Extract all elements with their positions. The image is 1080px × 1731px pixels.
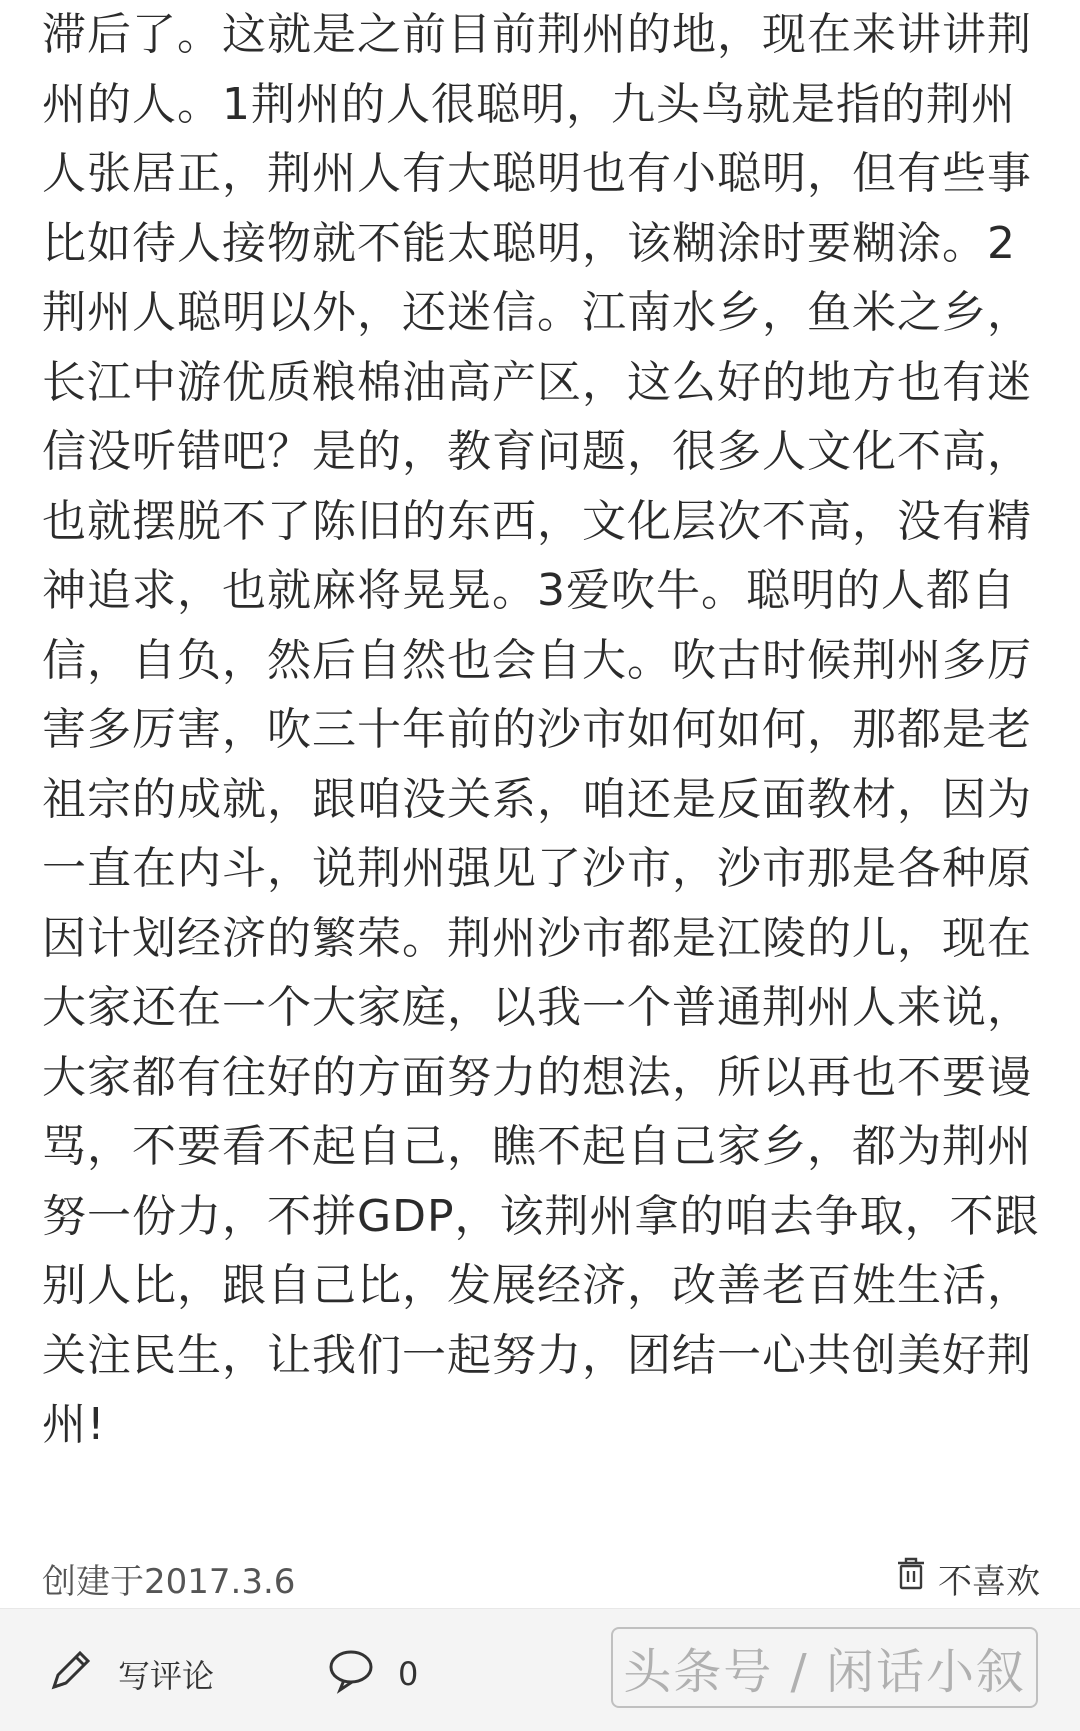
trash-icon bbox=[896, 1557, 926, 1600]
pencil-icon bbox=[44, 1643, 98, 1705]
dislike-button[interactable] bbox=[896, 1554, 1040, 1603]
bottom-action-bar bbox=[0, 1608, 1080, 1731]
write-comment-label: 写评论 bbox=[118, 1657, 215, 1695]
created-date: 创建于2017.3.6 bbox=[42, 1561, 296, 1602]
comment-count: 0 bbox=[398, 1655, 419, 1693]
watermark-text: 头条号 / 闲话小叙 bbox=[611, 1627, 1038, 1708]
article-meta bbox=[42, 1552, 1040, 1604]
watermark bbox=[611, 1627, 1038, 1708]
speech-bubble-icon bbox=[324, 1643, 378, 1705]
write-comment-button[interactable] bbox=[44, 1643, 214, 1705]
comments-button[interactable] bbox=[324, 1643, 418, 1705]
article-body: 滞后了。这就是之前目前荆州的地，现在来讲讲荆州的人。1荆州的人很聪明，九头鸟就是指的荆州人张居正，荆州人有大聪明也有小聪明，但有些事比如待人接物就不能太聪明，该糊涂时要糊涂。2荆州人聪明以外，还迷信。江南水乡，鱼米之乡，长江中游优质粮棉油高产区，这么好的地方也有迷信没听错吧？是的，教育问题，很多人文化不高，也就摆脱不了陈旧的东西，文化层次不高，没有精神追求，也就麻将晃晃。3爱吹牛。聪明的人都自信，自负，然后自然也会自大。吹古时候荆州多厉害多厉害，吹三十年前的沙市如何如何，那都是老祖宗的成就，跟咱没关系，咱还是反面教材，因为一直在内斗，说荆州强见了沙市，沙市那是各种原因计划经济的繁荣。荆州沙市都是江陵的儿，现在大家还在一个大家庭，以我一个普通荆州人来说，大家都有往好的方面努力的想法，所以再也不要谩骂，不要看不起自己，瞧不起自己家乡，都为荆州努一份力，不拼GDP，该荆州拿的咱去争取，不跟别人比，跟自己比，发展经济，改善老百姓生活，关注民生，让我们一起努力，团结一心共创美好荆州! bbox=[42, 9, 1040, 1450]
dislike-label: 不喜欢 bbox=[938, 1561, 1040, 1602]
